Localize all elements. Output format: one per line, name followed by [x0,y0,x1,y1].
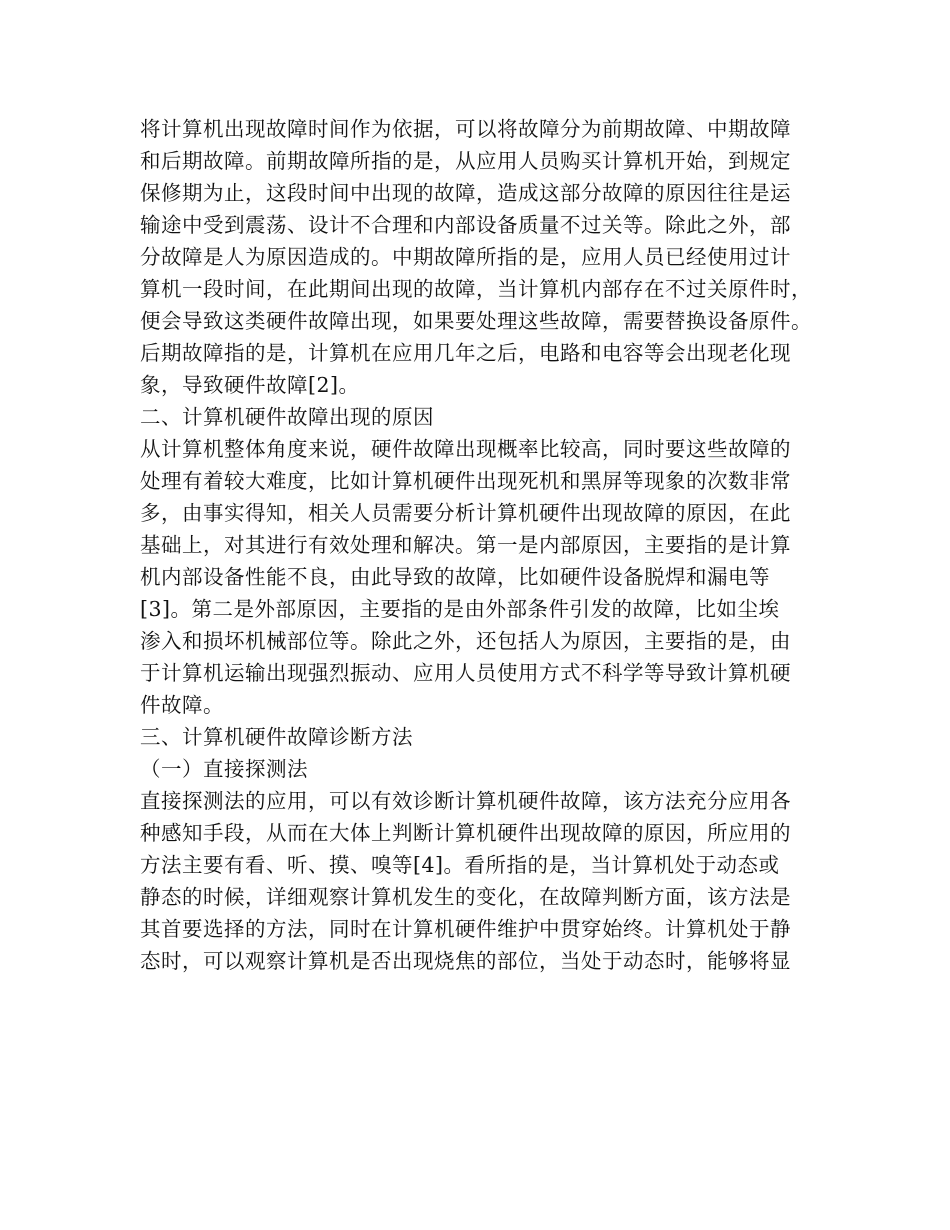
subsection-heading: （一）直接探测法 [140,757,308,781]
section-heading: 二、计算机硬件故障出现的原因 [140,405,434,429]
text-line: 渗入和损坏机械部位等。除此之外，还包括人为原因，主要指的是，由 [140,629,791,653]
text-line: 件故障。 [140,693,224,717]
text-line: 算机一段时间，在此期间出现的故障，当计算机内部存在不过关原件时， [140,277,812,301]
text-line: 方法主要有看、听、摸、嗅等[4]。看所指的是，当计算机处于动态或 [140,853,780,877]
text-line: 和后期故障。前期故障所指的是，从应用人员购买计算机开始，到规定 [140,149,791,173]
text-line: 便会导致这类硬件故障出现，如果要处理这些故障，需要替换设备原件。 [140,309,812,333]
text-line: 分故障是人为原因造成的。中期故障所指的是，应用人员已经使用过计 [140,245,791,269]
text-line: 于计算机运输出现强烈振动、应用人员使用方式不科学等导致计算机硬 [140,661,791,685]
text-line: 态时，可以观察计算机是否出现烧焦的部位，当处于动态时，能够将显 [140,949,791,973]
text-line: 将计算机出现故障时间作为依据，可以将故障分为前期故障、中期故障 [140,117,791,141]
text-line: 从计算机整体角度来说，硬件故障出现概率比较高，同时要这些故障的 [140,437,791,461]
text-line: 多，由事实得知，相关人员需要分析计算机硬件出现故障的原因，在此 [140,501,791,525]
text-line: 保修期为止，这段时间中出现的故障，造成这部分故障的原因往往是运 [140,181,791,205]
text-line: 静态的时候，详细观察计算机发生的变化，在故障判断方面，该方法是 [140,885,791,909]
text-line: [3]。第二是外部原因，主要指的是由外部条件引发的故障，比如尘埃 [140,597,780,621]
text-line: 后期故障指的是，计算机在应用几年之后，电路和电容等会出现老化现 [140,341,791,365]
text-line: 直接探测法的应用，可以有效诊断计算机硬件故障，该方法充分应用各 [140,789,791,813]
text-line: 处理有着较大难度，比如计算机硬件出现死机和黑屏等现象的次数非常 [140,469,791,493]
section-heading: 三、计算机硬件故障诊断方法 [140,725,413,749]
text-line: 基础上，对其进行有效处理和解决。第一是内部原因，主要指的是计算 [140,533,791,557]
text-line: 象，导致硬件故障[2]。 [140,373,360,397]
text-line: 其首要选择的方法，同时在计算机硬件维护中贯穿始终。计算机处于静 [140,917,791,941]
text-line: 输途中受到震荡、设计不合理和内部设备质量不过关等。除此之外，部 [140,213,791,237]
text-line: 机内部设备性能不良，由此导致的故障，比如硬件设备脱焊和漏电等 [140,565,770,589]
text-line: 种感知手段，从而在大体上判断计算机硬件出现故障的原因，所应用的 [140,821,791,845]
